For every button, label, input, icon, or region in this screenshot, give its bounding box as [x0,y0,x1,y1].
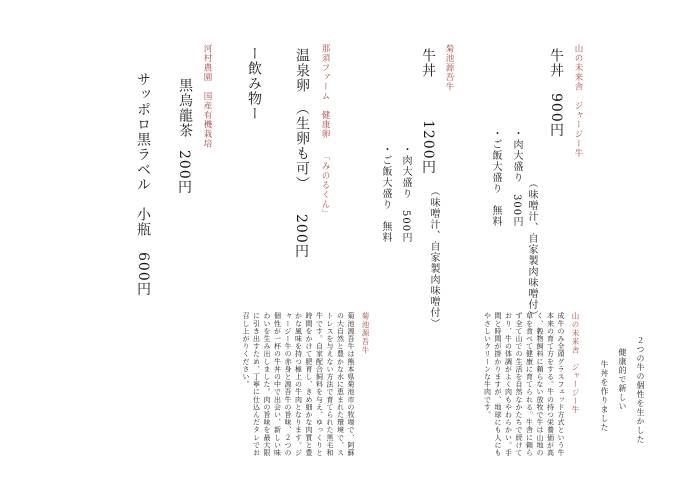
kikuchi-option-rice: ・ご飯大盛り 無料 [380,144,391,243]
headline-line-3: 牛丼を作りました [600,360,609,432]
kikuchi-description-label: 菊池源吾牛 [361,312,370,355]
kikuchi-description-text: 菊池源吾牛は熊本県菊池市の牧場で、阿蘇の大自然と豊かな水に恵まれた環境で、ストレスを与えない方法で育てられた黒毛和牛です。自家配合飼料を与え、ゆっくりと時間をかけて肥育し、きめ細かな肉質と豊かな風味を持つ極上の牛肉となります。ジャージー牛の赤身と源吾牛の旨味、２つの個性が一杯の牛丼の中で出会い、新しい味わいを生み出しました。肉の旨味を最大限に引き出すため、丁寧に仕込んだタレでお召し上がりください。 [242,312,355,457]
tea-brand: 河村農園 国産有機栽培 [202,44,212,149]
kikuchi-menu-name: 牛丼 [420,48,436,78]
headline-line-1: ２つの牛の個性を生かした [636,336,645,444]
jersey-menu-name: 牛丼 900円 [548,48,564,138]
beer-menu-item: サッポロ黒ラベル 小瓶 600円 [135,72,151,297]
tea-name: 黒烏龍茶 [177,78,193,138]
egg-brand-name: 「みのるくん」 [320,152,330,219]
headline-line-2: 健康的で新しい [618,348,627,411]
jersey-description-label: 山の未来舎 ジャージー牛 [571,312,580,414]
egg-price: 200円 [293,214,309,259]
drinks-heading: ー飲み物ー [246,46,262,121]
jersey-note: （味噌汁、自家製肉味噌付） [526,178,537,321]
egg-menu-name: 温泉卵 （生卵も可） [294,48,310,191]
kikuchi-price: 1200円 [420,120,436,175]
kikuchi-note: （味噌汁、自家製肉味噌付） [428,186,439,329]
egg-brand: 那須ファーム 健康卵 [320,44,330,139]
kikuchi-brand: 菊池源吾牛 [444,44,454,92]
jersey-brand: 山の未来舎 ジャージー牛 [573,44,583,158]
jersey-description-text: 成牛のみ全頭グラスフェッド方式という牛本来の育て方をする。牛の持つ栄養価が高く、穀物飼料に頼らない放牧で牛は山地の草を食べて健康に育てられる。牛舎に頼らず全て山での生活を自然なかたちで続けており、牛の体調がよく肉もやわらかい。手間と時間が掛かりますが、地球にも人にもやさしいクリーンな牛肉です。 [483,312,565,457]
tea-price: 200円 [176,150,192,195]
jersey-option-meat: ・肉大盛り 300円 [511,128,522,228]
jersey-option-rice: ・ご飯大盛り 無料 [490,128,501,227]
kikuchi-option-meat: ・肉大盛り 500円 [400,144,411,244]
